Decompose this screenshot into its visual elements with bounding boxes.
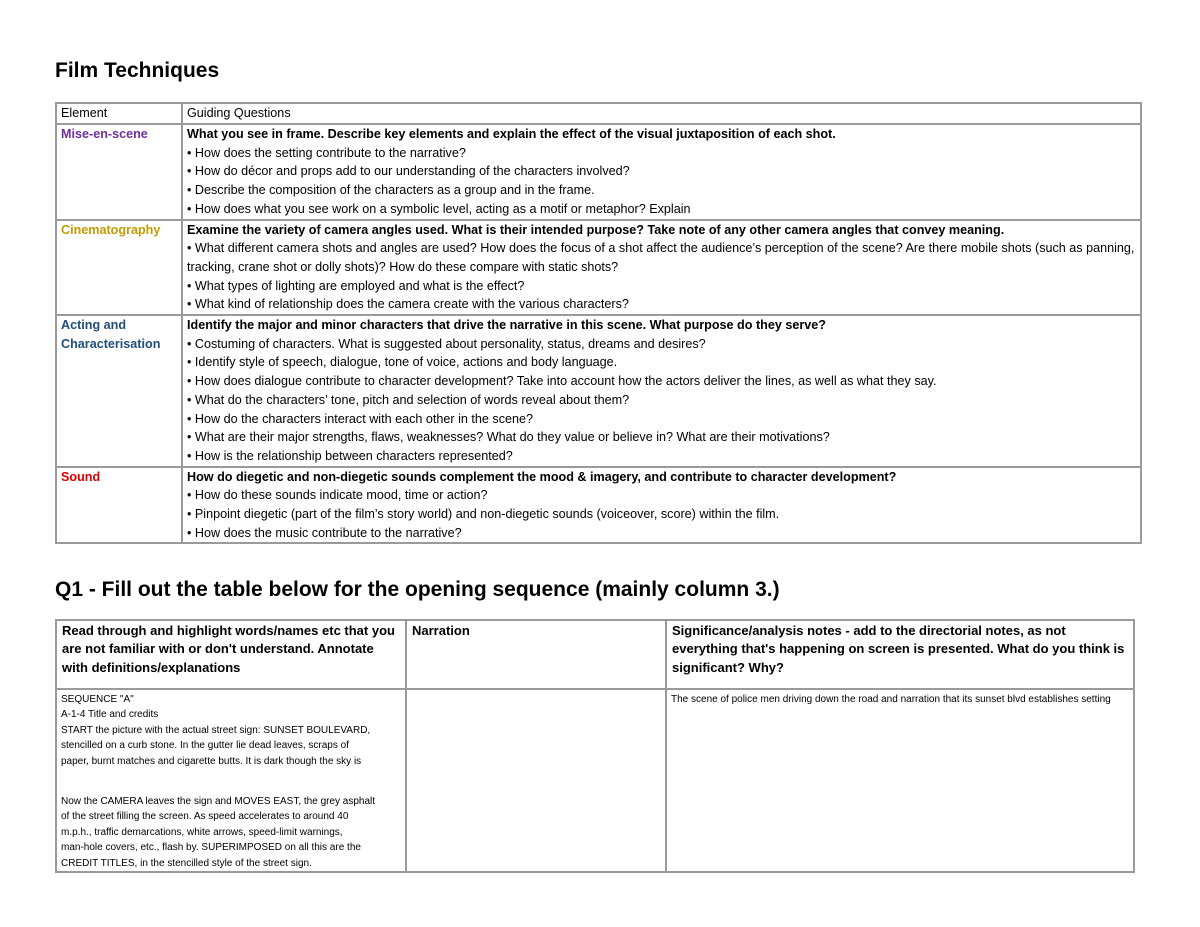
element-label-mise-en-scene: Mise-en-scene <box>61 127 148 141</box>
question-heading: Identify the major and minor characters that drive the narrative in this scene. What purpose do they serve? <box>187 318 826 333</box>
question-bullet: • How does dialogue contribute to character development? Take into account how the actors deliver the lines, as well as what they say. <box>187 374 937 389</box>
film-techniques-title: Film Techniques <box>55 59 220 82</box>
narration-column-header: Narration <box>406 620 666 689</box>
table-row <box>56 124 1141 220</box>
opening-sequence-table <box>55 619 1135 873</box>
narration-cell[interactable] <box>406 689 666 872</box>
question-heading: What you see in frame. Describe key elements and explain the effect of the visual juxtaposition of each shot. <box>187 127 836 141</box>
question-bullet: • How do these sounds indicate mood, time or action? <box>187 488 488 503</box>
question-bullet: • How do the characters interact with each other in the scene? <box>187 411 534 426</box>
guiding-questions-column-header: Guiding Questions <box>182 103 1141 124</box>
element-label-acting: Acting and <box>61 318 127 333</box>
question-bullet: • What kind of relationship does the camera create with the various characters? <box>187 297 629 312</box>
questions-cell <box>182 124 1141 220</box>
question-heading: How do diegetic and non-diegetic sounds complement the mood & imagery, and contribute to character development? <box>187 469 897 484</box>
highlight-column-header: Read through and highlight words/names etc that you are not familiar with or don't understand. Annotate with definitions/explanations <box>56 620 406 689</box>
questions-cell <box>182 467 1141 544</box>
question-bullet: • How does the setting contribute to the narrative? <box>187 145 466 160</box>
element-cell <box>56 124 182 220</box>
table-row <box>56 467 1141 544</box>
script-line: Now the CAMERA leaves the sign and MOVES EAST, the grey asphalt <box>61 796 376 808</box>
question-bullet: • Costuming of characters. What is suggested about personality, status, dreams and desires? <box>187 336 706 351</box>
questions-cell <box>182 315 1141 467</box>
question-bullet: • Describe the composition of the characters as a group and in the frame. <box>187 183 595 198</box>
table-header-row <box>56 103 1141 124</box>
question-bullet: • Pinpoint diegetic (part of the film’s story world) and non-diegetic sounds (voiceover, score) within the film. <box>187 507 780 522</box>
question-bullet: • How does the music contribute to the narrative? <box>187 525 462 540</box>
question-bullet: • How do décor and props add to our understanding of the characters involved? <box>187 164 630 179</box>
question-bullet: • How does what you see work on a symbolic level, acting as a motif or metaphor? Explain <box>187 201 691 216</box>
paragraph-gap <box>61 769 401 794</box>
element-cell <box>56 315 182 467</box>
question-bullet: • What different camera shots and angles are used? How does the focus of a shot affect the audience’s perception of the scene? Are there mobile shots (such as panning, tracking, crane shot or dolly shots)? How do these compare with static shots? <box>187 241 1135 274</box>
script-line: stencilled on a curb stone. In the gutter lie dead leaves, scraps of <box>61 740 349 752</box>
script-line: START the picture with the actual street sign: SUNSET BOULEVARD, <box>61 724 371 736</box>
element-label-sound: Sound <box>61 469 101 484</box>
question-bullet: • What do the characters’ tone, pitch and selection of words reveal about them? <box>187 392 630 407</box>
script-line: paper, burnt matches and cigarette butts. It is dark though the sky is <box>61 755 362 767</box>
element-label-characterisation: Characterisation <box>61 336 161 351</box>
element-cell <box>56 467 182 544</box>
table-row <box>56 315 1141 467</box>
q1-title: Q1 - Fill out the table below for the opening sequence (mainly column 3.) <box>55 578 780 601</box>
element-column-header: Element <box>56 103 182 124</box>
element-label-cinematography: Cinematography <box>61 222 161 237</box>
element-cell <box>56 220 182 316</box>
script-line: A-1-4 Title and credits <box>61 709 159 721</box>
film-techniques-table <box>55 102 1142 544</box>
script-line: m.p.h., traffic demarcations, white arrows, speed-limit warnings, <box>61 826 343 838</box>
table-header-row <box>56 620 1134 689</box>
table-row <box>56 220 1141 316</box>
table-row <box>56 689 1134 872</box>
question-bullet: • How is the relationship between characters represented? <box>187 448 513 463</box>
script-line: SEQUENCE "A" <box>61 694 134 705</box>
significance-column-header: Significance/analysis notes - add to the directorial notes, as not everything that's happening on screen is presented. What do you think is significant? Why? <box>666 620 1134 689</box>
question-bullet: • What are their major strengths, flaws, weaknesses? What do they value or believe in? What are their motivations? <box>187 430 830 445</box>
script-excerpt-cell[interactable] <box>56 689 406 872</box>
significance-notes-cell[interactable] <box>666 689 1134 872</box>
significance-note-text: The scene of police men driving down the road and narration that its sunset blvd establishes setting <box>671 694 1111 705</box>
script-line: CREDIT TITLES, in the stencilled style of the street sign. <box>61 857 312 869</box>
question-heading: Examine the variety of camera angles used. What is their intended purpose? Take note of any other camera angles that convey meaning. <box>187 222 1005 237</box>
questions-cell <box>182 220 1141 316</box>
script-line: man-hole covers, etc., flash by. SUPERIMPOSED on all this are the <box>61 842 361 854</box>
script-line: of the street filling the screen. As speed accelerates to around 40 <box>61 811 349 823</box>
question-bullet: • Identify style of speech, dialogue, tone of voice, actions and body language. <box>187 355 618 370</box>
question-bullet: • What types of lighting are employed and what is the effect? <box>187 278 525 293</box>
